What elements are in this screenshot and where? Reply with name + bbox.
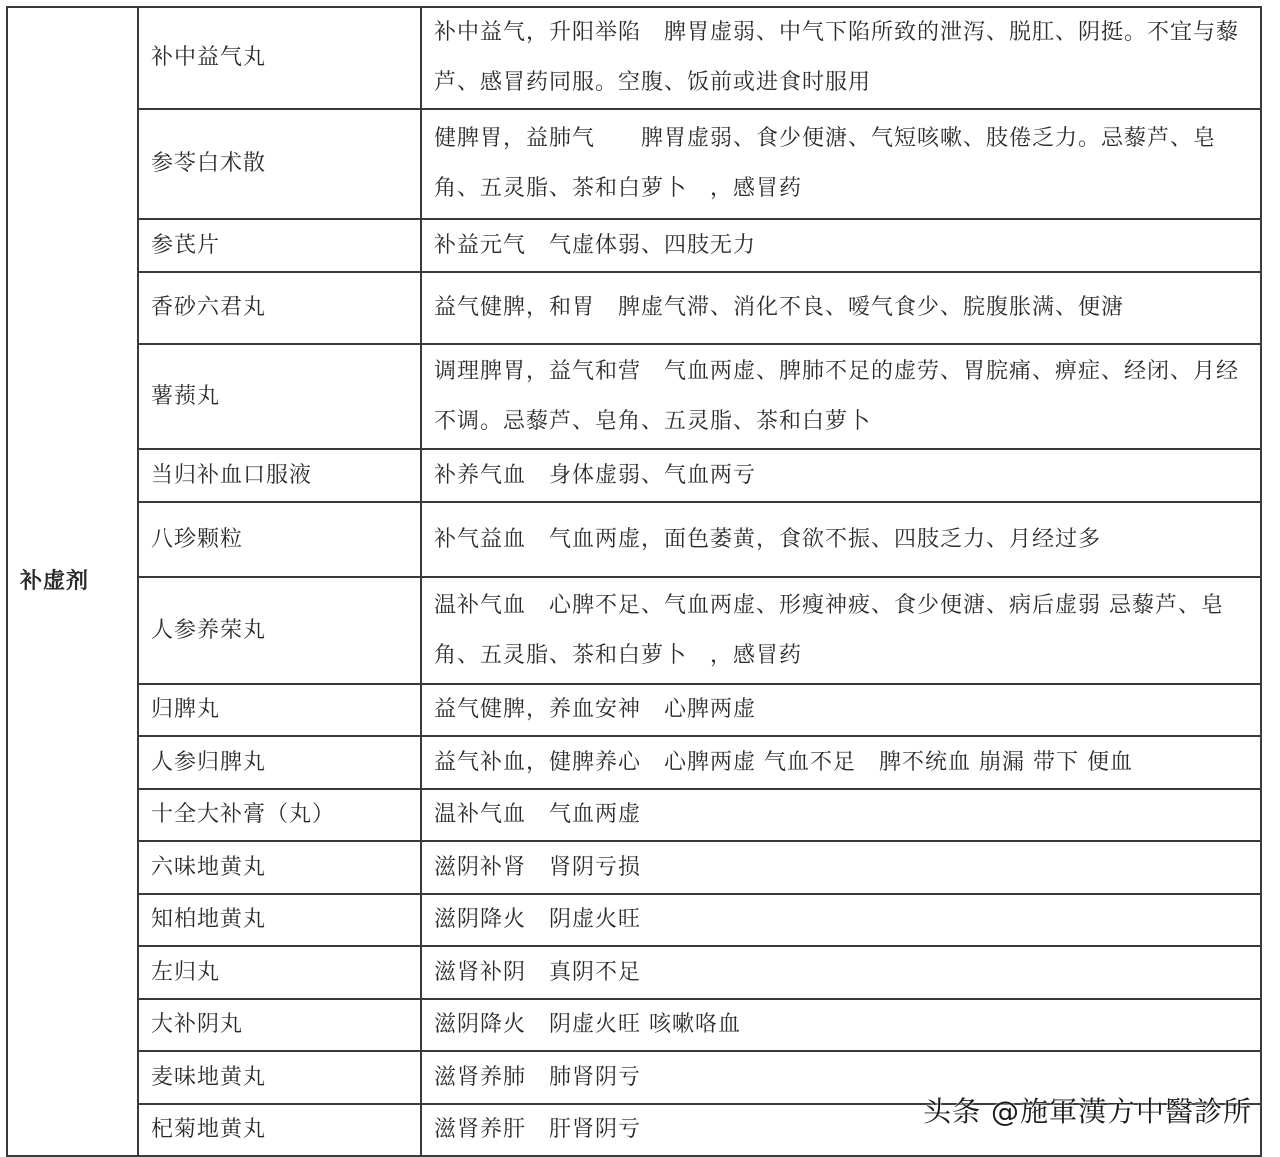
table-row — [7, 577, 1261, 684]
medicine-name: 参苓白术散 — [138, 109, 421, 219]
table-row — [7, 7, 1261, 109]
medicine-description: 补气益血 气血两虚，面色萎黄，食欲不振、四肢乏力、月经过多 — [421, 502, 1261, 577]
medicine-description: 滋阴降火 阴虚火旺 — [421, 894, 1261, 946]
table-row — [7, 502, 1261, 577]
medicine-name: 人参养荣丸 — [138, 577, 421, 684]
table-row — [7, 841, 1261, 894]
medicine-name: 麦味地黄丸 — [138, 1051, 421, 1104]
watermark: 头条 @施軍漢方中醫診所 — [923, 1095, 1252, 1128]
medicine-description: 益气健脾，养血安神 心脾两虚 — [421, 684, 1261, 736]
medicine-description: 益气补血，健脾养心 心脾两虚 气血不足 脾不统血 崩漏 带下 便血 — [421, 736, 1261, 789]
medicine-name: 杞菊地黄丸 — [138, 1104, 421, 1156]
table-row — [7, 449, 1261, 502]
herb-table — [6, 6, 1262, 1157]
medicine-description: 滋肾养肝 肝肾阴亏 — [421, 1104, 1261, 1156]
medicine-name: 左归丸 — [138, 946, 421, 999]
table-row — [7, 684, 1261, 736]
table-row — [7, 219, 1261, 272]
medicine-name: 薯蓣丸 — [138, 344, 421, 449]
table-row — [7, 736, 1261, 789]
medicine-name: 知柏地黄丸 — [138, 894, 421, 946]
medicine-name: 大补阴丸 — [138, 999, 421, 1051]
medicine-description: 补中益气，升阳举陷 脾胃虚弱、中气下陷所致的泄泻、脱肛、阴挺。不宜与藜芦、感冒药同服。空腹、饭前或进食时服用 — [421, 7, 1261, 109]
medicine-description: 补益元气 气虚体弱、四肢无力 — [421, 219, 1261, 272]
medicine-description: 滋阴降火 阴虚火旺 咳嗽咯血 — [421, 999, 1261, 1051]
medicine-description: 调理脾胃，益气和营 气血两虚、脾肺不足的虚劳、胃脘痛、痹症、经闭、月经不调。忌藜芦、皂角、五灵脂、茶和白萝卜 — [421, 344, 1261, 449]
medicine-name: 补中益气丸 — [138, 7, 421, 109]
medicine-description: 温补气血 气血两虚 — [421, 789, 1261, 841]
medicine-name: 人参归脾丸 — [138, 736, 421, 789]
table-row — [7, 789, 1261, 841]
table-row — [7, 344, 1261, 449]
table-row — [7, 109, 1261, 219]
medicine-name: 六味地黄丸 — [138, 841, 421, 894]
medicine-description: 益气健脾，和胃 脾虚气滞、消化不良、嗳气食少、脘腹胀满、便溏 — [421, 272, 1261, 344]
herb-table-body — [7, 7, 1261, 1156]
medicine-description: 补养气血 身体虚弱、气血两亏 — [421, 449, 1261, 502]
medicine-description: 健脾胃，益肺气 脾胃虚弱、食少便溏、气短咳嗽、肢倦乏力。忌藜芦、皂角、五灵脂、茶和白萝卜 ，感冒药 — [421, 109, 1261, 219]
medicine-name: 香砂六君丸 — [138, 272, 421, 344]
table-row — [7, 894, 1261, 946]
medicine-description: 滋阴补肾 肾阴亏损 — [421, 841, 1261, 894]
medicine-name: 十全大补膏（丸） — [138, 789, 421, 841]
medicine-name: 归脾丸 — [138, 684, 421, 736]
table-row — [7, 272, 1261, 344]
category-cell: 补虚剂 — [7, 7, 138, 1156]
table-row — [7, 999, 1261, 1051]
medicine-description: 滋肾养肺 肺肾阴亏 — [421, 1051, 1261, 1104]
medicine-name: 参芪片 — [138, 219, 421, 272]
table-row — [7, 946, 1261, 999]
medicine-description: 温补气血 心脾不足、气血两虚、形瘦神疲、食少便溏、病后虚弱 忌藜芦、皂角、五灵脂、茶和白萝卜 ，感冒药 — [421, 577, 1261, 684]
medicine-description: 滋肾补阴 真阴不足 — [421, 946, 1261, 999]
medicine-name: 八珍颗粒 — [138, 502, 421, 577]
medicine-name: 当归补血口服液 — [138, 449, 421, 502]
